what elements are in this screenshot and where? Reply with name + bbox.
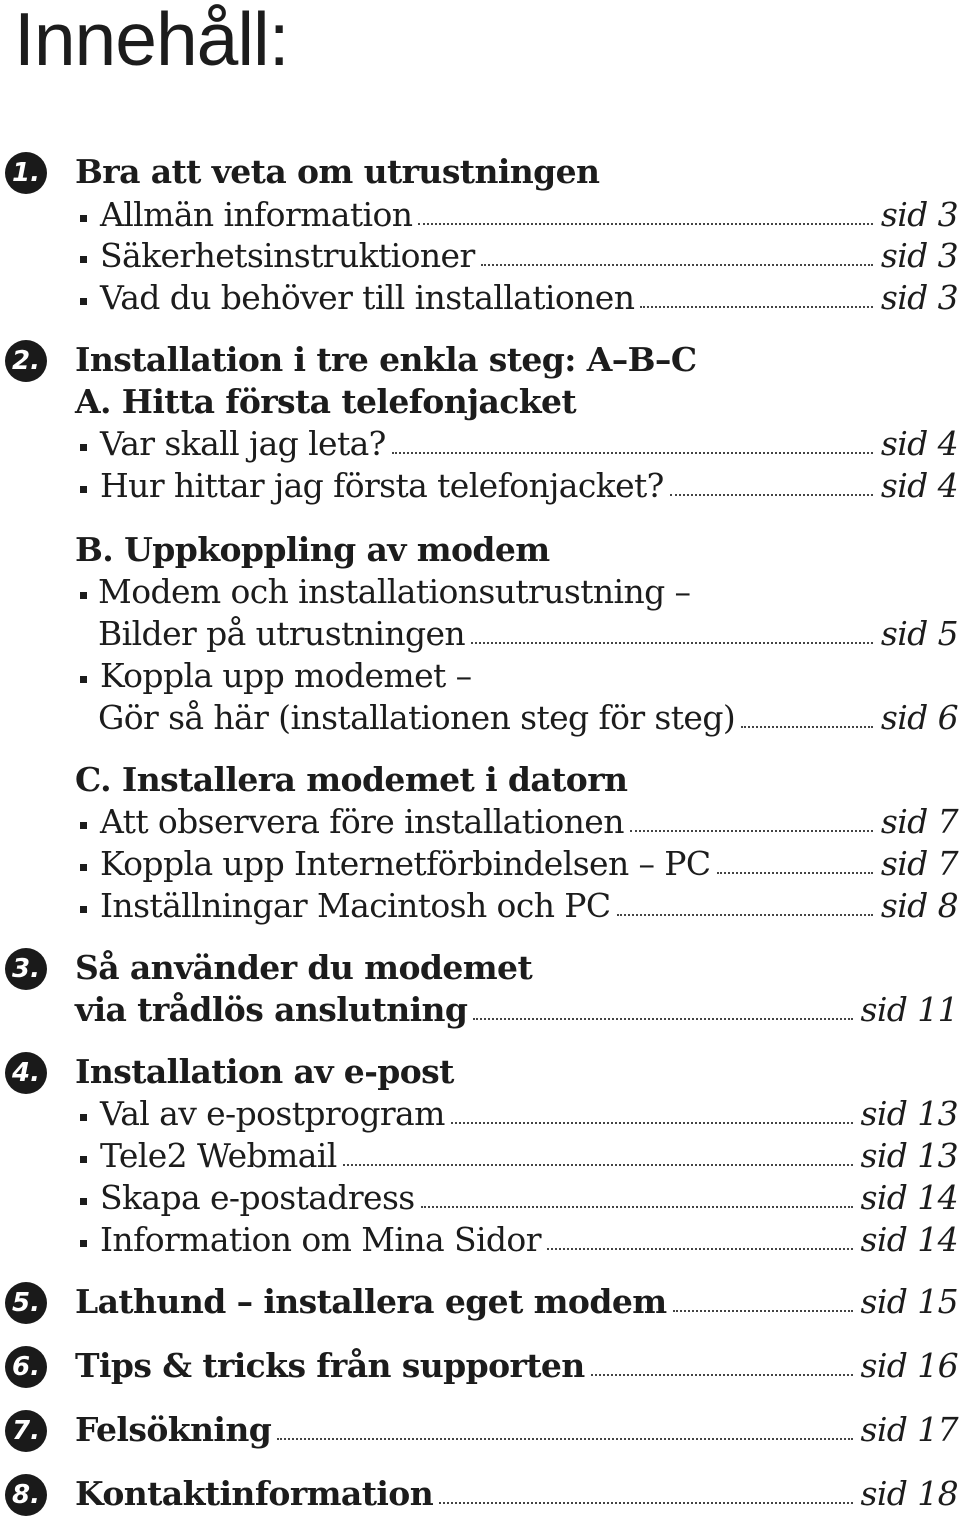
section-number-badge: 2. xyxy=(5,340,47,382)
page-reference: sid 3 xyxy=(880,278,958,317)
section-number-badge: 8. xyxy=(5,1474,47,1516)
toc-entry[interactable] xyxy=(0,842,958,884)
bullet-icon xyxy=(80,486,87,493)
entry-label: Säkerhetsinstruktioner xyxy=(100,236,475,275)
entry-label: Skapa e-postadress xyxy=(100,1178,415,1217)
page-reference: sid 4 xyxy=(880,424,958,463)
section-number-badge: 3. xyxy=(5,948,47,990)
dot-leader xyxy=(617,914,873,916)
page-reference: sid 16 xyxy=(860,1346,958,1385)
section-heading: Felsökning xyxy=(75,1410,272,1449)
dot-leader xyxy=(451,1122,853,1124)
page-reference: sid 3 xyxy=(880,195,958,234)
entry-label: Koppla upp Internetförbindelsen – PC xyxy=(100,844,711,883)
dot-leader xyxy=(473,1018,852,1020)
bullet-icon xyxy=(80,906,87,913)
dot-leader xyxy=(547,1248,853,1250)
subsection-a[interactable] xyxy=(0,380,958,422)
page-reference: sid 18 xyxy=(860,1474,958,1513)
dot-leader xyxy=(481,264,873,266)
bullet-icon xyxy=(80,1198,87,1205)
dot-leader xyxy=(392,452,873,454)
toc-section-2[interactable] xyxy=(0,338,958,380)
page-reference: sid 17 xyxy=(860,1410,958,1449)
section-heading: Så använder du modemet xyxy=(75,948,533,987)
toc-section-3-continued[interactable] xyxy=(0,988,958,1030)
entry-label: Allmän information xyxy=(100,195,413,234)
toc-section-1[interactable] xyxy=(0,150,958,192)
section-heading: Tips & tricks från supporten xyxy=(75,1346,585,1385)
entry-label-continued: Gör så här (installationen steg för steg) xyxy=(98,698,736,737)
toc-entry[interactable] xyxy=(0,1176,958,1218)
subsection-heading: B. Uppkoppling av modem xyxy=(75,530,550,569)
entry-label-continued: Bilder på utrustningen xyxy=(98,614,466,653)
toc-entry[interactable] xyxy=(0,193,958,235)
dot-leader xyxy=(741,726,873,728)
entry-label: Koppla upp modemet – xyxy=(100,656,472,695)
page-reference: sid 5 xyxy=(880,614,958,653)
dot-leader xyxy=(277,1438,852,1440)
toc-entry[interactable] xyxy=(0,276,958,318)
toc-entry[interactable] xyxy=(0,612,958,654)
toc-entry[interactable] xyxy=(0,464,958,506)
bullet-icon xyxy=(80,215,87,222)
entry-label: Hur hittar jag första telefonjacket? xyxy=(100,466,664,505)
toc-entry-first-line[interactable] xyxy=(0,654,958,696)
bullet-icon xyxy=(80,1156,87,1163)
toc-section-4[interactable] xyxy=(0,1050,958,1092)
entry-label: Tele2 Webmail xyxy=(100,1136,337,1175)
dot-leader xyxy=(670,494,873,496)
page-reference: sid 14 xyxy=(860,1220,958,1259)
toc-entry[interactable] xyxy=(0,234,958,276)
page-reference: sid 13 xyxy=(860,1094,958,1133)
toc-entry-first-line[interactable] xyxy=(0,570,958,612)
bullet-icon xyxy=(80,298,87,305)
subsection-b[interactable] xyxy=(0,528,958,570)
bullet-icon xyxy=(80,822,87,829)
section-heading: Installation i tre enkla steg: A–B–C xyxy=(75,340,697,379)
page-reference: sid 7 xyxy=(880,844,958,883)
page-reference: sid 3 xyxy=(880,236,958,275)
dot-leader xyxy=(673,1310,853,1312)
toc-section-3[interactable] xyxy=(0,946,958,988)
bullet-icon xyxy=(80,444,87,451)
toc-entry[interactable] xyxy=(0,1218,958,1260)
page-reference: sid 11 xyxy=(860,990,958,1029)
entry-label: Val av e-postprogram xyxy=(100,1094,445,1133)
page-reference: sid 15 xyxy=(860,1282,958,1321)
section-number-badge: 1. xyxy=(5,152,47,194)
toc-entry[interactable] xyxy=(0,1092,958,1134)
bullet-icon xyxy=(80,864,87,871)
dot-leader xyxy=(343,1164,853,1166)
toc-section-5[interactable] xyxy=(0,1280,958,1322)
bullet-icon xyxy=(80,1240,87,1247)
page-title: Innehåll: xyxy=(14,0,289,81)
dot-leader xyxy=(591,1374,853,1376)
toc-section-8[interactable] xyxy=(0,1472,958,1514)
section-number-badge: 4. xyxy=(5,1052,47,1094)
entry-label: Var skall jag leta? xyxy=(100,424,386,463)
entry-label: Att observera före installationen xyxy=(100,802,624,841)
dot-leader xyxy=(439,1502,852,1504)
toc-entry[interactable] xyxy=(0,696,958,738)
entry-label: Vad du behöver till installationen xyxy=(100,278,635,317)
section-heading: Lathund – installera eget modem xyxy=(75,1282,667,1321)
dot-leader xyxy=(717,872,873,874)
subsection-c[interactable] xyxy=(0,758,958,800)
toc-section-6[interactable] xyxy=(0,1344,958,1386)
section-heading: Bra att veta om utrustningen xyxy=(75,152,600,191)
entry-label: Inställningar Macintosh och PC xyxy=(100,886,611,925)
subsection-heading: C. Installera modemet i datorn xyxy=(75,760,628,799)
page-reference: sid 4 xyxy=(880,466,958,505)
page-reference: sid 8 xyxy=(880,886,958,925)
toc-entry[interactable] xyxy=(0,1134,958,1176)
bullet-icon xyxy=(80,592,87,599)
section-heading: Installation av e-post xyxy=(75,1052,454,1091)
toc-entry[interactable] xyxy=(0,884,958,926)
section-number-badge: 5. xyxy=(5,1282,47,1324)
toc-section-7[interactable] xyxy=(0,1408,958,1450)
entry-label: Modem och installationsutrustning – xyxy=(98,572,691,611)
section-number-badge: 6. xyxy=(5,1346,47,1388)
toc-entry[interactable] xyxy=(0,800,958,842)
page-reference: sid 7 xyxy=(880,802,958,841)
bullet-icon xyxy=(80,1114,87,1121)
dot-leader xyxy=(471,642,873,644)
toc-entry[interactable] xyxy=(0,422,958,464)
dot-leader xyxy=(421,1206,853,1208)
entry-label: Information om Mina Sidor xyxy=(100,1220,541,1259)
dot-leader xyxy=(418,223,872,225)
bullet-icon xyxy=(80,256,87,263)
page-reference: sid 13 xyxy=(860,1136,958,1175)
section-heading-continued: via trådlös anslutning xyxy=(75,990,468,1029)
page-reference: sid 14 xyxy=(860,1178,958,1217)
subsection-heading: A. Hitta första telefonjacket xyxy=(75,382,577,421)
dot-leader xyxy=(640,306,873,308)
bullet-icon xyxy=(80,676,87,683)
section-number-badge: 7. xyxy=(5,1410,47,1452)
page-reference: sid 6 xyxy=(880,698,958,737)
section-heading: Kontaktinformation xyxy=(75,1474,434,1513)
dot-leader xyxy=(630,830,873,832)
